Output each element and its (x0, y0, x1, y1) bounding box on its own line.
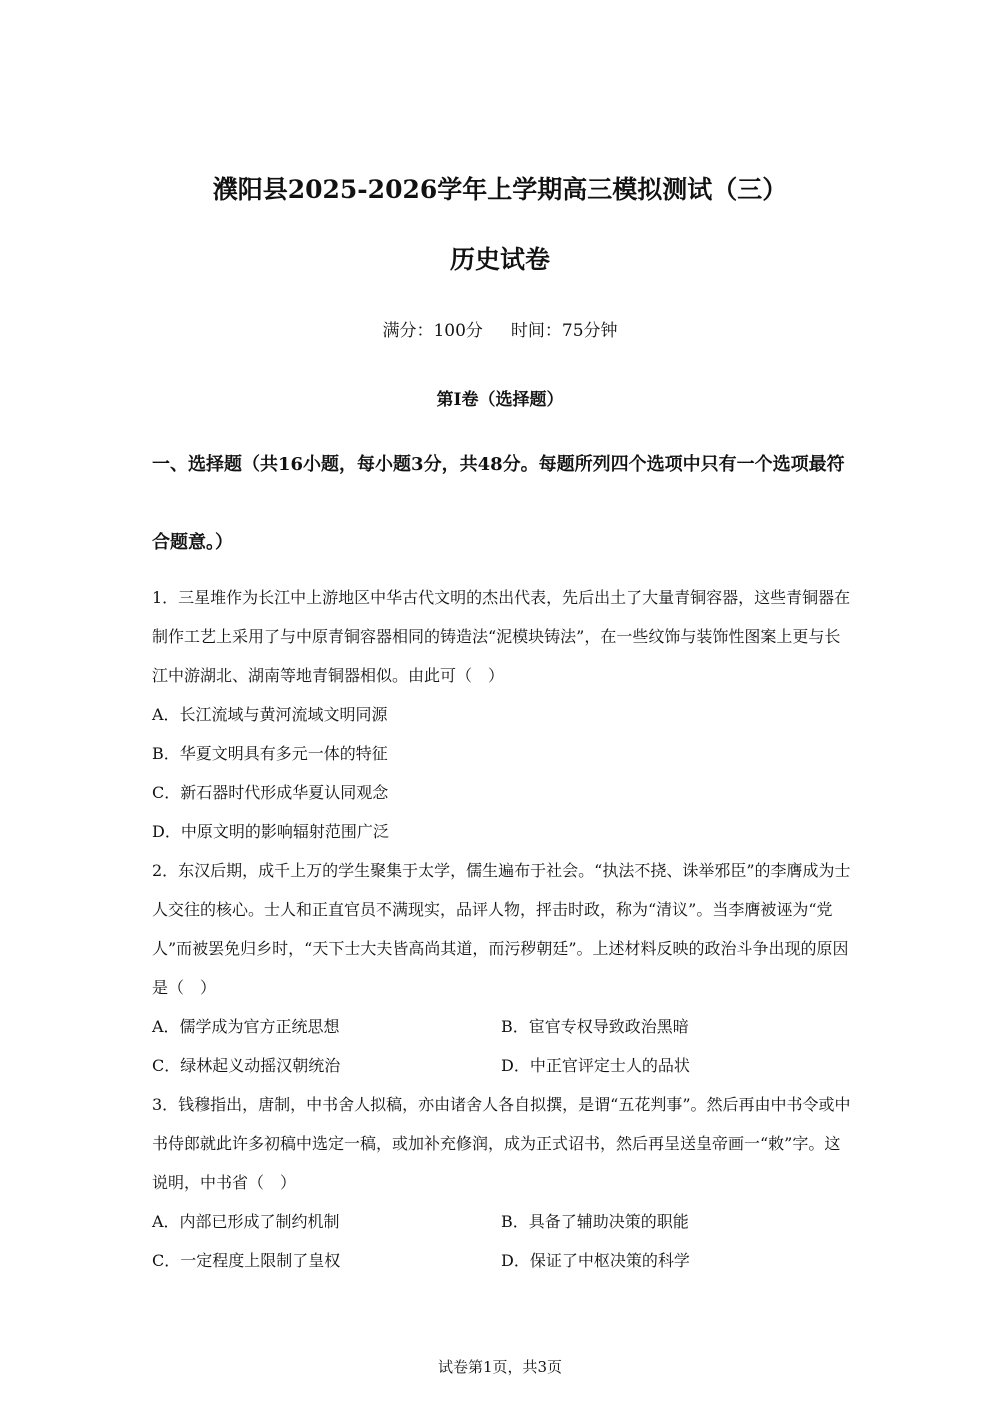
option-d: D．保证了中枢决策的科学 (501, 1251, 690, 1270)
exam-time: 时间：75分钟 (510, 321, 618, 341)
option-b: B．宦官专权导致政治黑暗 (501, 1017, 689, 1036)
option-b: B．华夏文明具有多元一体的特征 (152, 744, 388, 763)
exam-meta (0, 316, 1000, 341)
questions-list (152, 578, 852, 1280)
option-c: C．绿林起义动摇汉朝统治 (152, 1056, 341, 1075)
part-title: 第I卷（选择题） (436, 390, 564, 410)
option-d: D．中正官评定士人的品状 (501, 1056, 690, 1075)
exam-title: 濮阳县2025-2026学年上学期高三模拟测试（三） (212, 175, 788, 204)
section-heading: 一、选择题（共16小题，每小题3分，共48分。每题所列四个选项中只有一个选项最符合题意。） (152, 454, 845, 553)
question-stem: 1．三星堆作为长江中上游地区中华古代文明的杰出代表，先后出土了大量青铜容器，这些青铜器在制作工艺上采用了与中原青铜容器相同的铸造法“泥模块铸法”，在一些纹饰与装饰性图案上更与长江中游湖北、湖南等地青铜器相似。由此可（ ） (152, 588, 851, 685)
question-stem: 2．东汉后期，成千上万的学生聚集于太学，儒生遍布于社会。“执法不挠、诛举邪臣”的李膺成为士人交往的核心。士人和正直官员不满现实，品评人物，抨击时政，称为“清议”。当李膺被诬为“党人”而被罢免归乡时，“天下士大夫皆高尚其道，而污秽朝廷”。上述材料反映的政治斗争出现的原因是（ ） (152, 861, 851, 997)
question-2 (152, 851, 852, 1085)
option-a: A．内部已形成了制约机制 (152, 1212, 340, 1231)
question-stem: 3．钱穆指出，唐制，中书舍人拟稿，亦由诸舍人各自拟撰，是谓“五花判事”。然后再由中书令或中书侍郎就此许多初稿中选定一稿，或加补充修润，成为正式诏书，然后再呈送皇帝画一“敕”字。这说明，中书省（ ） (152, 1095, 851, 1192)
option-a: A．长江流域与黄河流域文明同源 (152, 705, 388, 724)
full-score: 满分：100分 (382, 321, 483, 341)
question-1 (152, 578, 852, 851)
question-3 (152, 1085, 852, 1280)
option-d: D．中原文明的影响辐射范围广泛 (152, 822, 389, 841)
option-c: C．新石器时代形成华夏认同观念 (152, 783, 389, 802)
page-footer: 试卷第1页，共3页 (437, 1358, 563, 1376)
option-c: C．一定程度上限制了皇权 (152, 1251, 341, 1270)
option-a: A．儒学成为官方正统思想 (152, 1017, 340, 1036)
option-b: B．具备了辅助决策的职能 (501, 1212, 689, 1231)
exam-subject: 历史试卷 (449, 245, 550, 274)
